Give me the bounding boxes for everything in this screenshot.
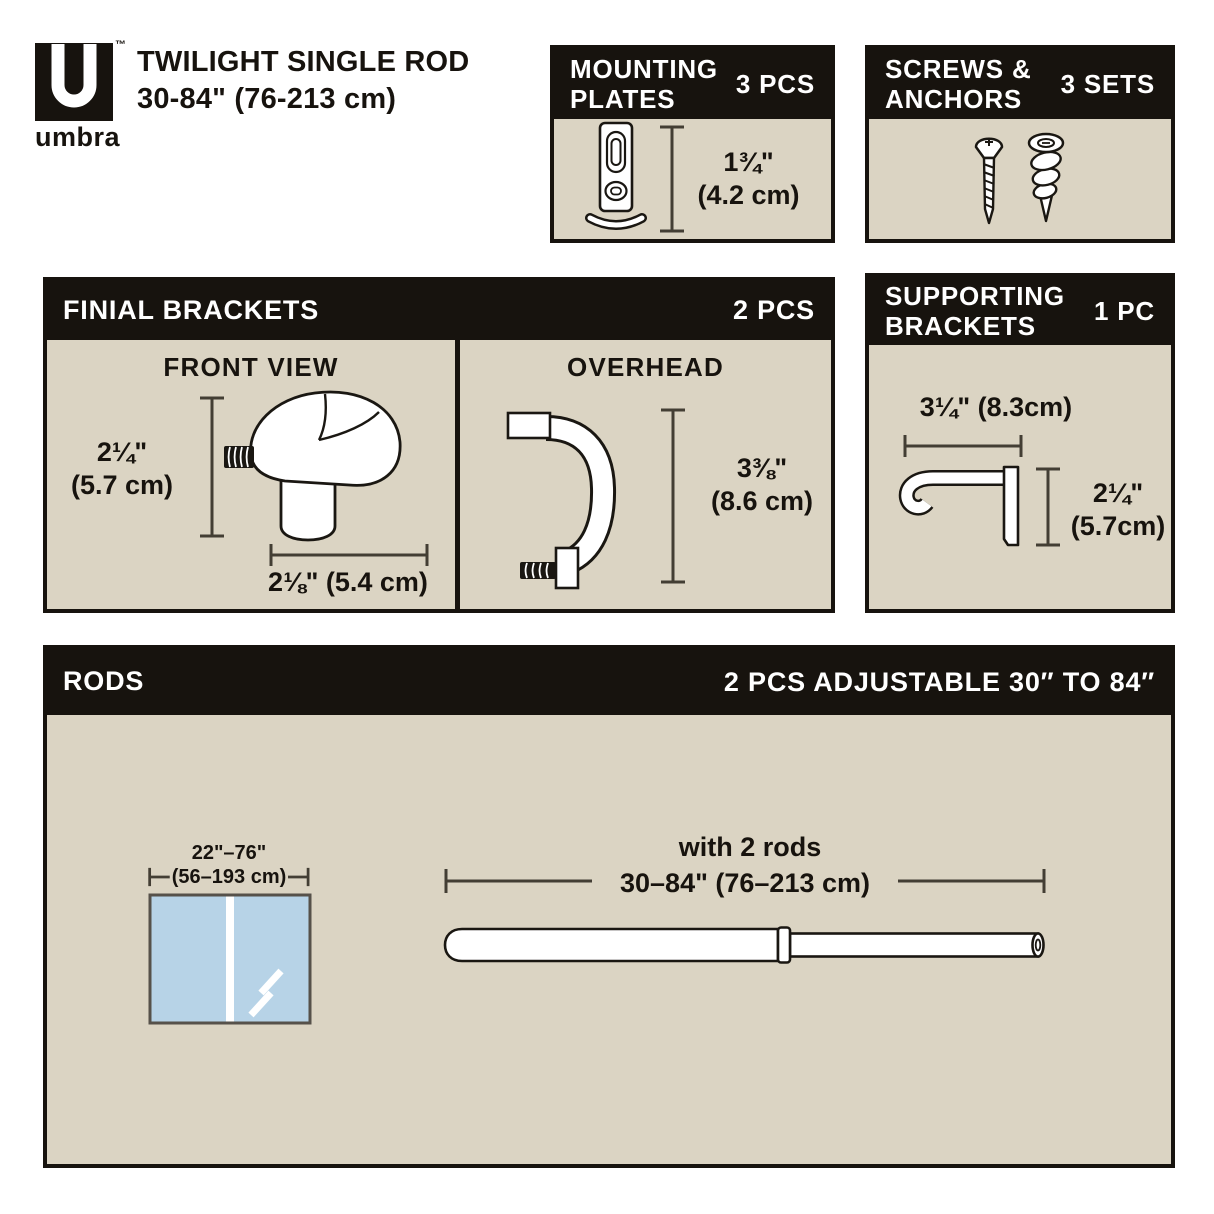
mounting-plates-header [554, 49, 831, 119]
rods-body [47, 715, 1171, 1164]
front-view-width-measure [267, 542, 431, 568]
rods-panel [43, 645, 1175, 1168]
front-view-height-in: 2¼" [96, 437, 148, 467]
mounting-dim-cm: (4.2 cm) [697, 180, 800, 210]
window-range-cm: (56–193 cm) [171, 866, 287, 888]
brand-wordmark: umbra [35, 122, 121, 152]
rod-count-label: with 2 rods [678, 832, 822, 862]
brand-block [35, 39, 126, 153]
mounting-plates-title: MOUNTING PLATES [570, 53, 718, 114]
front-view-height-dimension [51, 436, 193, 502]
product-title-block [137, 44, 469, 118]
overhead-height-cm: (8.6 cm) [710, 485, 814, 516]
finial-bracket-overhead-illustration [500, 400, 630, 596]
screws-anchors-header [869, 49, 1171, 119]
supporting-width-measure [901, 433, 1025, 459]
product-title: TWILIGHT SINGLE ROD [137, 46, 470, 78]
supporting-height-dimension [1057, 477, 1179, 543]
window-measure-left-cap [146, 865, 170, 889]
screws-anchors-body [869, 119, 1171, 239]
rod-range-dimension: 30–84" (76–213 cm) [620, 868, 870, 898]
supporting-width-dimension: 3¼" (8.3cm) [919, 392, 1073, 422]
screws-anchors-panel [865, 45, 1175, 243]
mounting-plates-body [554, 119, 831, 239]
overhead-height-measure [658, 406, 688, 586]
supporting-brackets-qty: 1 PC [1093, 295, 1155, 326]
finial-bracket-front-illustration [223, 384, 403, 552]
product-size: 30-84" (76-213 cm) [137, 83, 397, 115]
front-view-section [47, 340, 455, 609]
supporting-bracket-illustration [897, 465, 1023, 549]
rods-header [47, 649, 1171, 715]
front-view-label: FRONT VIEW [163, 352, 339, 382]
window-width-measure-row [146, 865, 312, 889]
mounting-dim-inches: 1¾" [723, 147, 774, 178]
finial-brackets-title: FINIAL BRACKETS [63, 294, 320, 325]
overhead-height-in: 3⅜" [736, 453, 788, 483]
mounting-height-measure [657, 123, 687, 235]
finial-brackets-body [47, 340, 831, 609]
window-range-inches: 22"–76" [191, 842, 267, 864]
screws-anchors-qty: 3 SETS [1060, 68, 1155, 99]
mounting-plate-illustration [585, 120, 647, 238]
rods-title: RODS [63, 666, 145, 697]
overhead-height-dimension [692, 452, 832, 518]
supporting-brackets-body [869, 345, 1171, 609]
finial-brackets-panel [43, 277, 835, 613]
front-view-height-cm: (5.7 cm) [70, 469, 174, 500]
supporting-brackets-panel [865, 273, 1175, 613]
supporting-brackets-title: SUPPORTING BRACKETS [885, 280, 1065, 341]
front-view-width-dimension: 2⅛" (5.4 cm) [268, 567, 428, 597]
rod-length-measure [442, 866, 1048, 896]
anchor-illustration [1024, 131, 1068, 227]
mounting-dimension [697, 146, 799, 212]
overhead-label: OVERHEAD [567, 352, 724, 382]
telescoping-rod-illustration [442, 925, 1050, 965]
trademark-symbol: ™ [115, 39, 126, 51]
finial-brackets-qty: 2 PCS [732, 295, 815, 325]
mounting-plates-qty: 3 PCS [735, 68, 815, 99]
supporting-height-cm: (5.7cm) [1070, 510, 1166, 541]
window-illustration [148, 893, 312, 1025]
window-measure-right-cap [288, 865, 312, 889]
supporting-height-in: 2¼" [1092, 478, 1144, 508]
finial-brackets-header [47, 281, 831, 340]
umbra-logo-icon [35, 43, 113, 121]
screw-illustration [972, 131, 1006, 227]
screws-anchors-title: SCREWS & ANCHORS [885, 53, 1032, 114]
supporting-brackets-header [869, 277, 1171, 345]
mounting-plates-panel [550, 45, 835, 243]
rods-qty: 2 PCS ADJUSTABLE 30″ TO 84″ [723, 666, 1155, 697]
overhead-section [460, 340, 831, 609]
